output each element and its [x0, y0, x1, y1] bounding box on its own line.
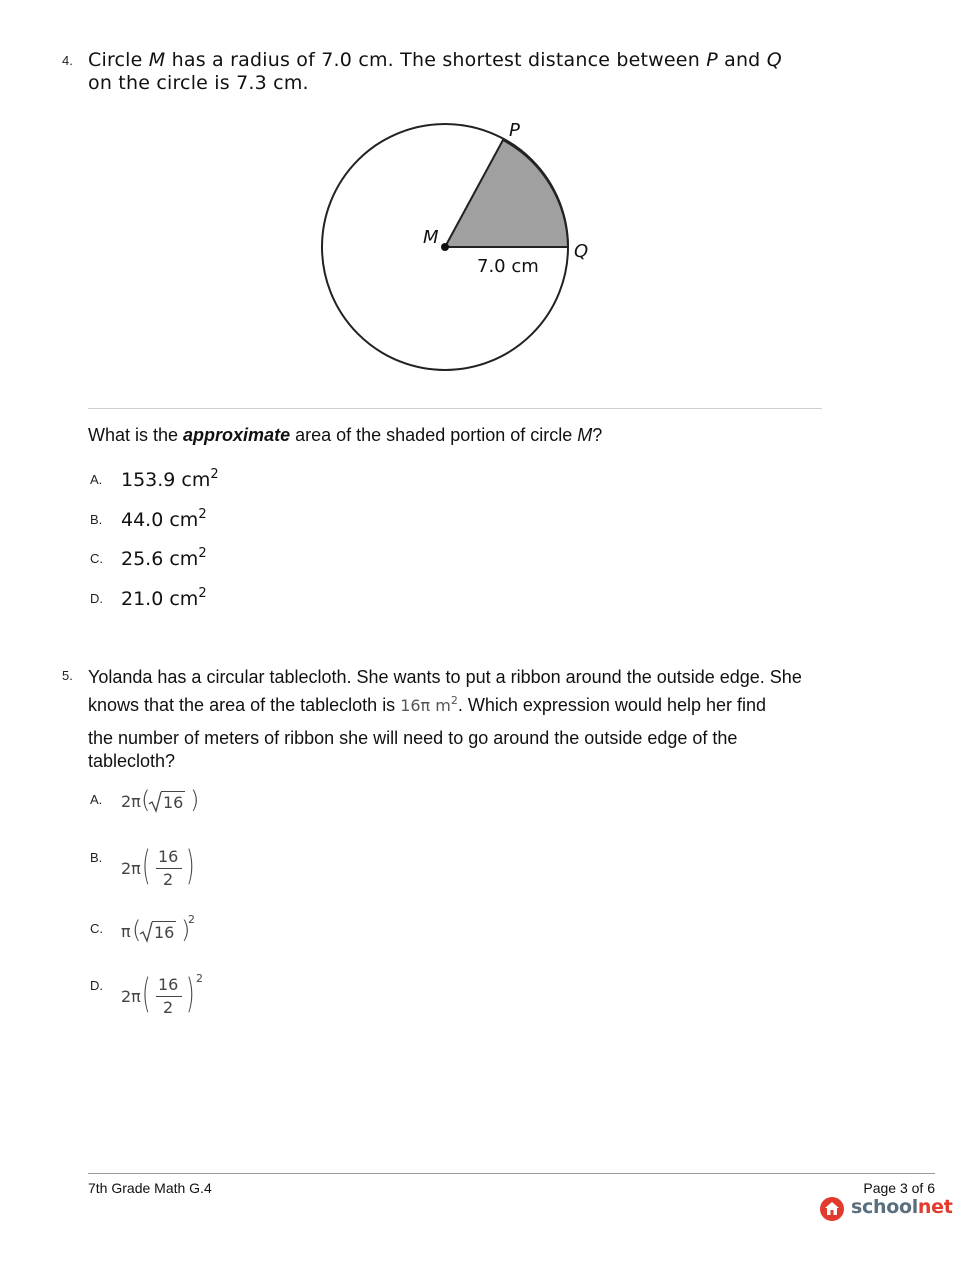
option-c[interactable]: 25.6 $cm^2$ [121, 546, 207, 570]
question-4-stem: What is the approximate area of the shaded portion of circle M? [88, 425, 603, 445]
option-a[interactable]: 153.9 $cm^2$ [121, 467, 219, 491]
option-a-letter: A. [90, 472, 103, 487]
footer-course: 7th Grade Math G.4 [88, 1180, 212, 1196]
label-p: P [509, 120, 520, 141]
q5-option-c-letter: C. [90, 921, 103, 936]
option-d[interactable]: 21.0 $cm^2$ [121, 586, 207, 610]
question-number-5: 5. [62, 668, 73, 683]
question-number-4: 4. [62, 53, 73, 68]
q5-option-b-letter: B. [90, 850, 103, 865]
center-point [441, 243, 449, 251]
footer-page: Page 3 of 6 [863, 1180, 935, 1196]
question-5-text: Yolanda has a circular tablecloth. She wants to put a ribbon around the outside edge. She knows that the area of the tablecloth is 16π $m^2$. Which expression would help her find the number of meters of ribbon she will need to go around the outside edge of the tablecloth? [88, 667, 802, 771]
radius-label: 7.0 cm [477, 256, 539, 277]
label-m: M [423, 227, 439, 248]
label-q: Q [574, 241, 589, 262]
q5-option-a-letter: A. [90, 792, 103, 807]
option-b-letter: B. [90, 512, 103, 527]
circle-figure [310, 112, 610, 382]
option-b[interactable]: 44.0 $cm^2$ [121, 507, 207, 531]
home-icon [819, 1196, 845, 1222]
option-c-letter: C. [90, 551, 103, 566]
option-d-letter: D. [90, 591, 103, 606]
footer-divider [88, 1173, 935, 1174]
divider [88, 408, 822, 409]
question-4-text: Circle M has a radius of 7.0 cm. The shortest distance between P and Q on the circle is 7.3 cm. [88, 49, 782, 94]
q5-option-d[interactable]: 2π ( 16 2 ) 2 [121, 971, 203, 1017]
shaded-sector [445, 140, 568, 247]
q5-option-d-letter: D. [90, 978, 103, 993]
q5-option-b[interactable]: 2π ( 16 2 ) [121, 843, 195, 889]
